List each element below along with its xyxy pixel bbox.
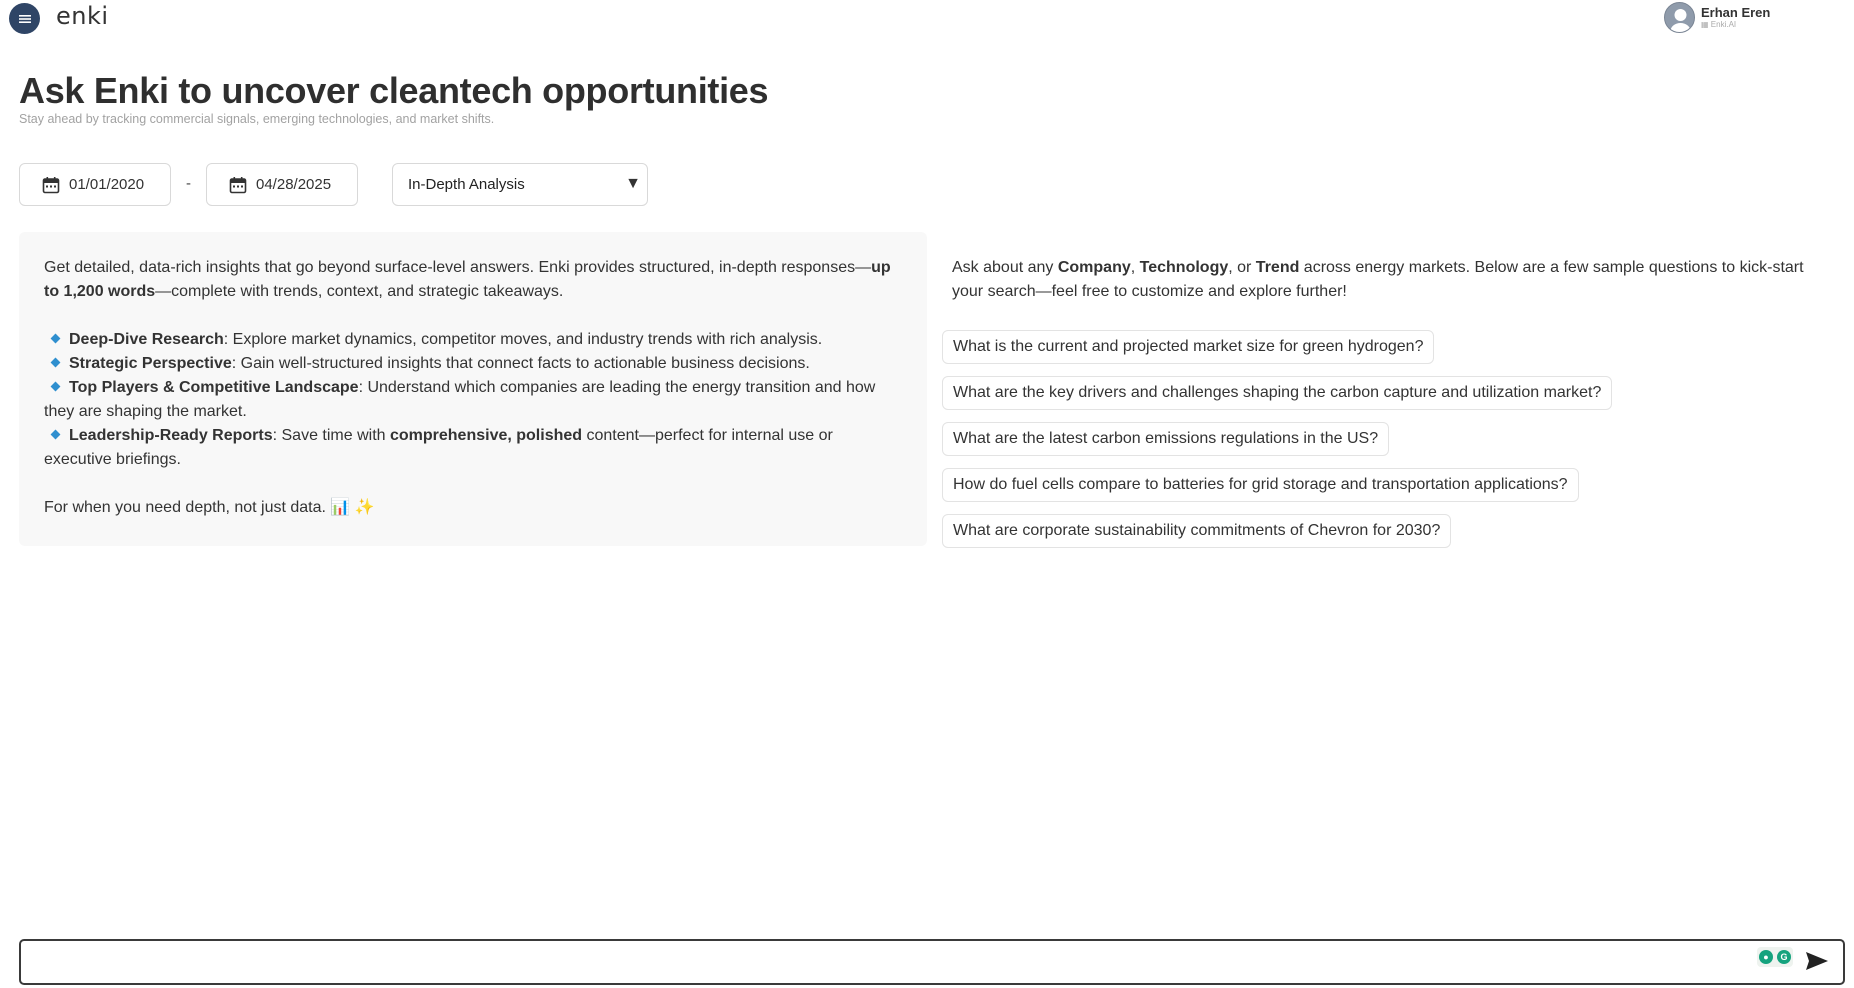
grammarly-icon[interactable]: G <box>1777 950 1791 964</box>
sample-question-chip[interactable]: What are the latest carbon emissions regulations in the US? <box>942 422 1389 456</box>
sample-question-chip[interactable]: What are the key drivers and challenges shaping the carbon capture and utilization market? <box>942 376 1612 410</box>
menu-button[interactable] <box>9 3 40 34</box>
bullet-title: Top Players & Competitive Landscape <box>69 379 359 396</box>
sample-question-chip[interactable]: What is the current and projected market size for green hydrogen? <box>942 330 1434 364</box>
enki-logo[interactable]: enki <box>56 2 109 30</box>
user-org-label: Enki.AI <box>1710 20 1737 29</box>
top-bar <box>0 0 1854 40</box>
avatar[interactable] <box>1664 2 1695 33</box>
start-date-field[interactable] <box>19 163 171 206</box>
list-item <box>44 352 902 376</box>
bullet-text: : Understand which companies are leading the energy transition and how they are shaping the market. <box>44 379 876 420</box>
analysis-mode-value: In-Depth Analysis <box>408 176 525 193</box>
bullet-text-end: content—perfect for internal use or executive briefings. <box>44 427 833 468</box>
bullet-title: Leadership-Ready Reports <box>69 427 273 444</box>
calendar-icon <box>229 176 247 194</box>
intro-text: Ask about any <box>952 259 1058 276</box>
send-icon <box>1805 951 1829 971</box>
user-name: Erhan Eren <box>1701 5 1771 20</box>
chat-input-box[interactable] <box>19 939 1845 985</box>
keyword-company: Company <box>1057 259 1131 276</box>
list-item <box>44 376 902 424</box>
diamond-bullet-icon <box>51 358 61 368</box>
diamond-bullet-icon <box>51 430 61 440</box>
list-item <box>44 328 902 352</box>
bullet-text: : Save time with <box>272 427 390 444</box>
sample-question-chip[interactable]: What are corporate sustainability commitments of Chevron for 2030? <box>942 514 1451 548</box>
diamond-bullet-icon <box>51 334 61 344</box>
user-org <box>1701 20 1770 30</box>
user-avatar-icon <box>1665 3 1695 33</box>
bullet-text: : Explore market dynamics, competitor moves, and industry trends with rich analysis. <box>223 331 823 348</box>
lightbulb-extension-icon[interactable]: ● <box>1759 950 1773 964</box>
bullet-text-bold: comprehensive, polished <box>389 427 583 444</box>
end-date-value: 04/28/2025 <box>256 176 332 193</box>
user-profile[interactable] <box>1664 2 1770 33</box>
org-icon: ▦ <box>1701 20 1711 29</box>
info-intro-bold: up to 1,200 words <box>44 259 891 300</box>
keyword-trend: Trend <box>1255 259 1300 276</box>
info-intro-text: Get detailed, data-rich insights that go beyond surface-level answers. Enki provides structured, in-depth responses— <box>44 259 872 276</box>
info-closing: For when you need depth, not just data. 📊 ✨ <box>44 499 375 516</box>
bullet-text: : Gain well-structured insights that connect facts to actionable business decisions. <box>231 355 810 372</box>
start-date-value: 01/01/2020 <box>69 176 145 193</box>
hamburger-menu-icon <box>19 14 31 24</box>
list-item <box>44 424 902 472</box>
date-separator: - <box>186 175 191 192</box>
intro-text-end: across energy markets. Below are a few sample questions to kick-start your search—feel free to customize and explore further! <box>952 259 1804 300</box>
extension-icons[interactable] <box>1757 947 1793 967</box>
end-date-field[interactable] <box>206 163 358 206</box>
info-intro-text-end: —complete with trends, context, and strategic takeaways. <box>155 283 564 300</box>
intro-or: , or <box>1228 259 1256 276</box>
dropdown-arrow-icon: ▼ <box>625 175 641 192</box>
page-title: Ask Enki to uncover cleantech opportunities <box>19 70 769 111</box>
intro-comma: , <box>1130 259 1140 276</box>
info-intro <box>44 256 902 304</box>
bullet-title: Deep-Dive Research <box>69 331 224 348</box>
send-button[interactable] <box>1805 951 1829 976</box>
sample-questions-intro <box>952 256 1827 304</box>
sample-question-chip[interactable]: How do fuel cells compare to batteries for grid storage and transportation applications? <box>942 468 1579 502</box>
keyword-technology: Technology <box>1139 259 1229 276</box>
diamond-bullet-icon <box>51 382 61 392</box>
calendar-icon <box>42 176 60 194</box>
chat-input[interactable] <box>31 949 1731 975</box>
bullet-title: Strategic Perspective <box>69 355 232 372</box>
sample-questions-list <box>942 330 1612 560</box>
info-panel <box>19 232 927 546</box>
page-subtitle: Stay ahead by tracking commercial signals, emerging technologies, and market shifts. <box>19 112 495 126</box>
analysis-mode-select[interactable] <box>392 163 648 206</box>
